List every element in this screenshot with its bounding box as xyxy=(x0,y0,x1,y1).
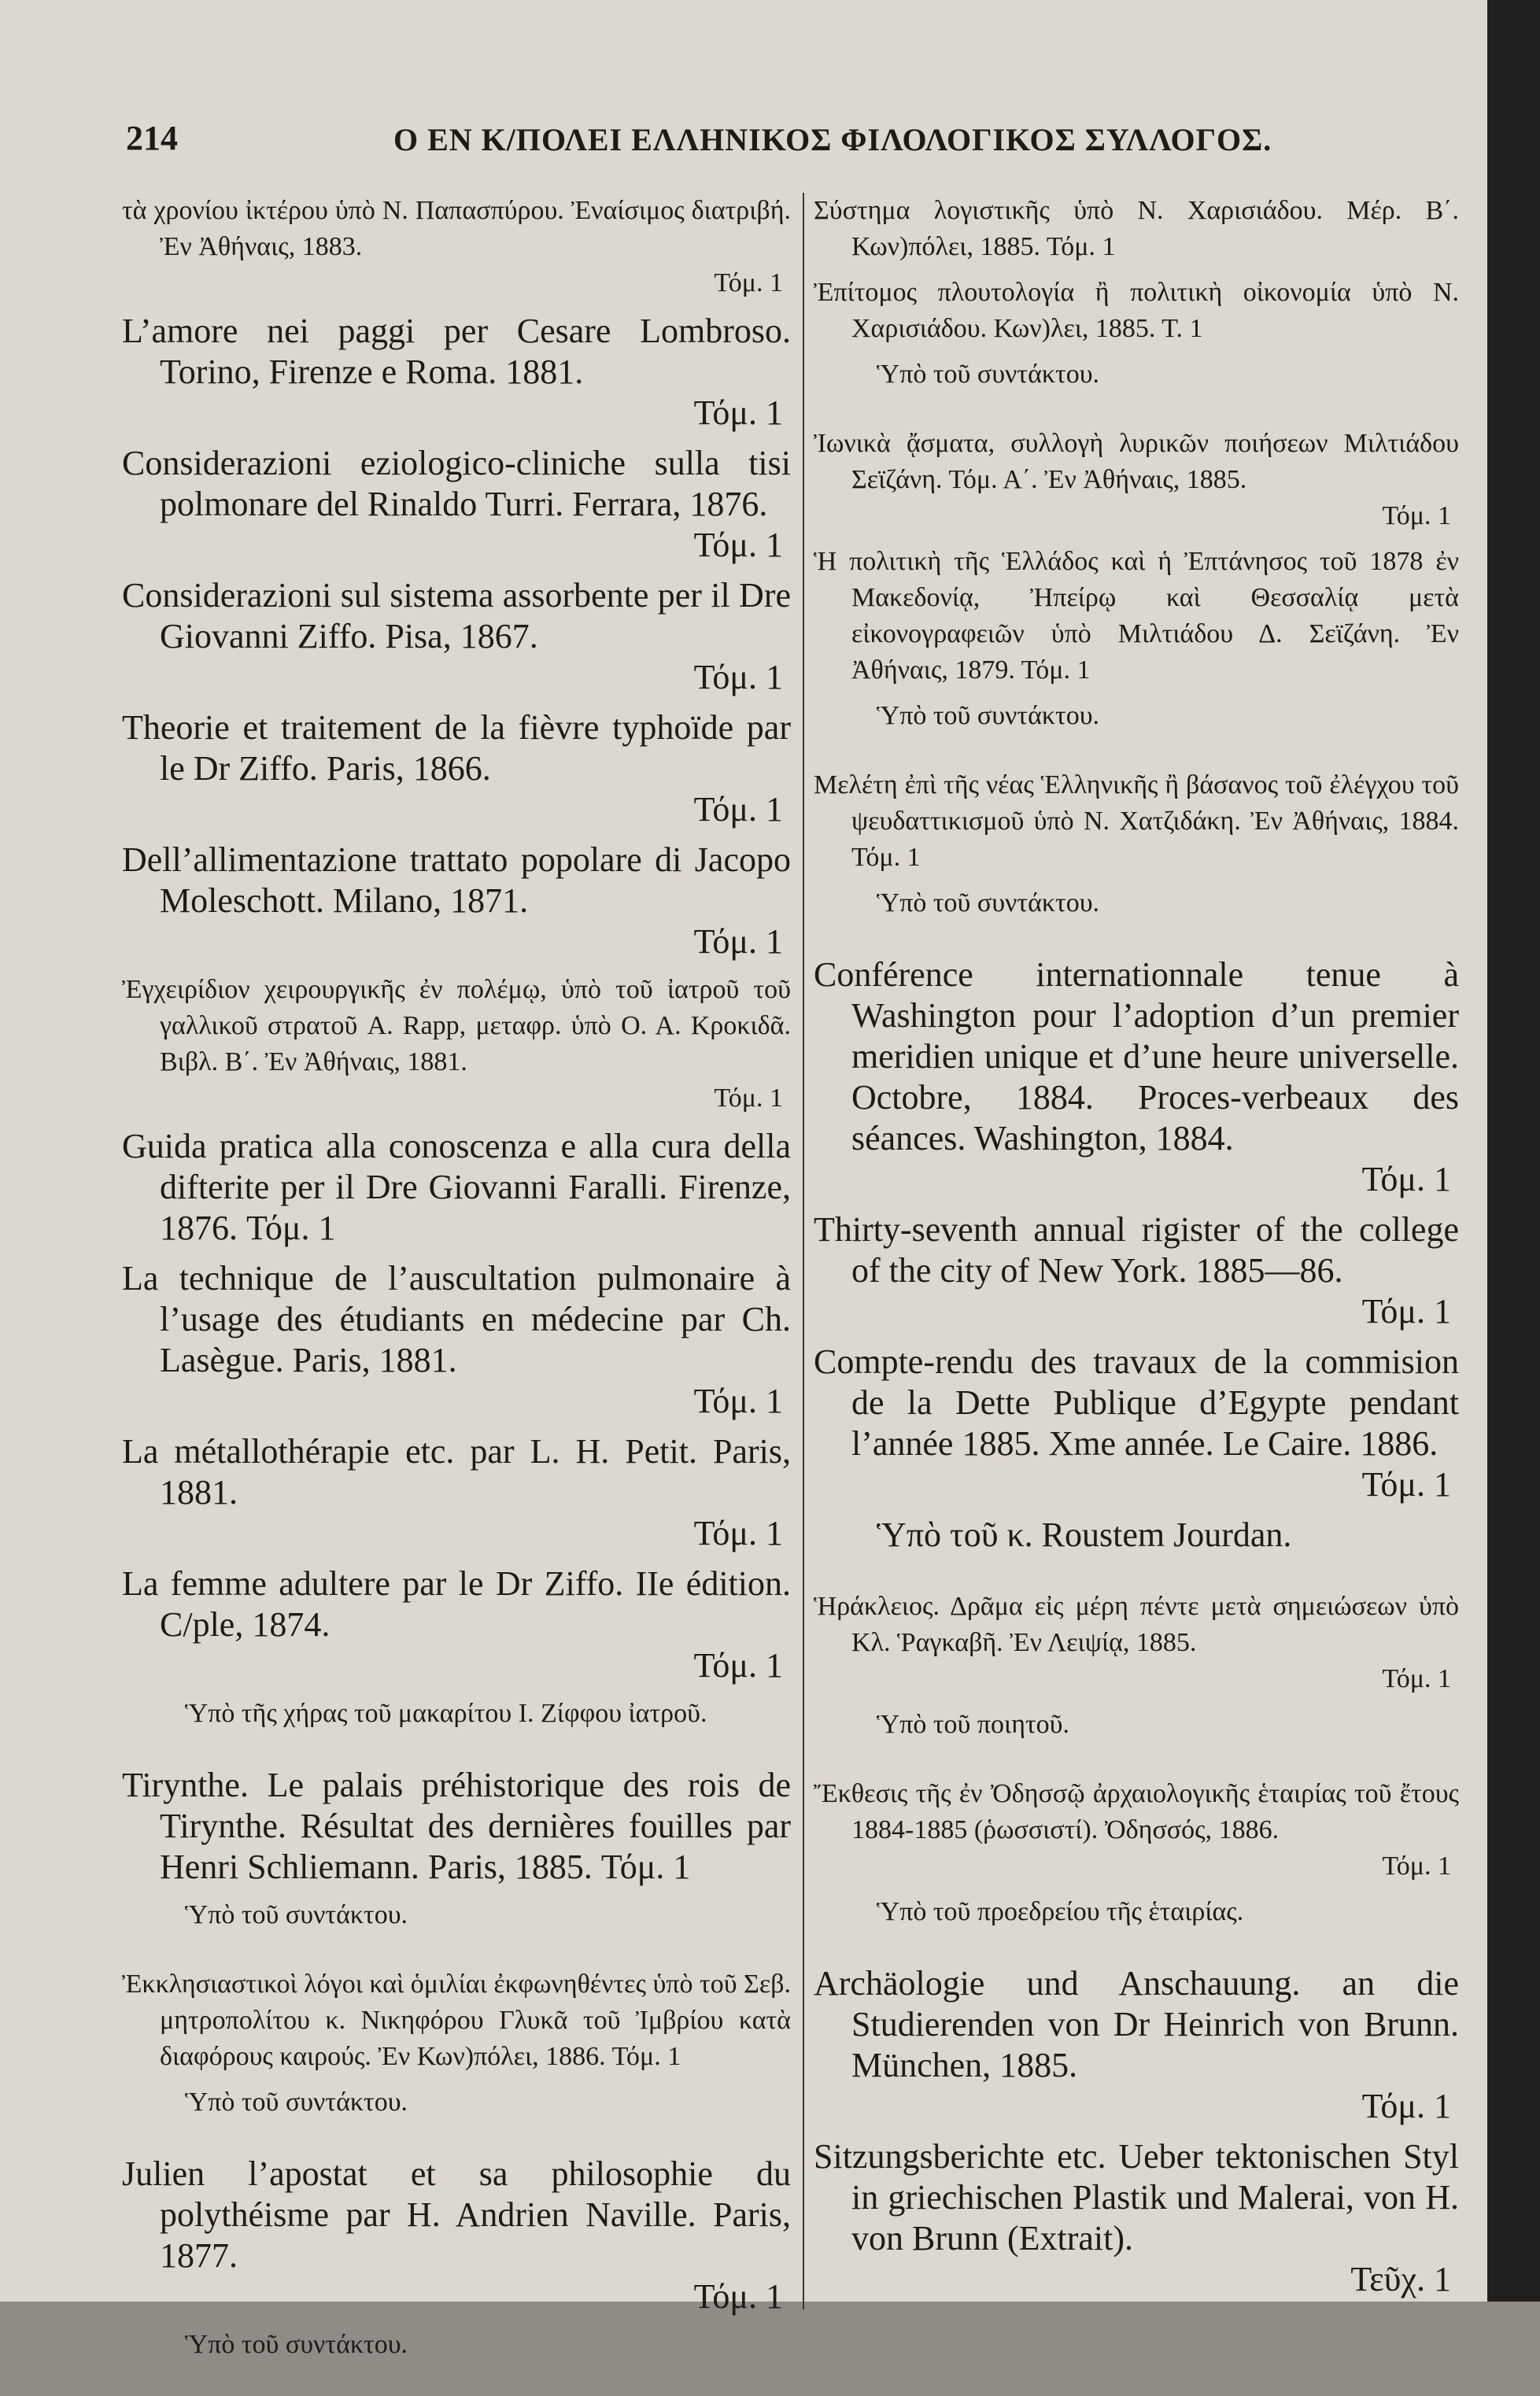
donor-text: Ὑπὸ τοῦ συντάκτου. xyxy=(185,2330,408,2359)
entry-title: Conférence internationnale tenue à Washington pour l’adoption d’un premier meridien unique et d’une heure universelle. Octobre, 1884. Proces-verbeaux des séances. Washington, 1884. xyxy=(814,955,1459,1157)
volume-count: Τόμ. 1 xyxy=(693,2277,783,2316)
donor-text: Ὑπὸ τοῦ συντάκτου. xyxy=(877,701,1100,730)
catalog-entry xyxy=(122,443,791,566)
catalog-entry xyxy=(122,1431,791,1554)
volume-count: Τόμ. 1 xyxy=(693,658,783,696)
catalog-entry xyxy=(122,972,791,1117)
catalog-entry xyxy=(814,275,1459,347)
volume-count: Τεῦχ. 1 xyxy=(1350,2260,1451,2298)
volume-count: Τόμ. 1 xyxy=(1361,2087,1451,2125)
volume-count: Τόμ. 1 xyxy=(1361,1160,1451,1198)
catalog-entry xyxy=(122,707,791,830)
entry-gap xyxy=(122,1943,791,1966)
donor-note xyxy=(814,1894,1459,1930)
entry-gap xyxy=(122,2130,791,2154)
left-column xyxy=(122,193,791,2396)
entry-title: Archäologie und Anschauung. an die Studierenden von Dr Heinrich von Brunn. München, 1885. xyxy=(814,1964,1459,2084)
entry-title: τὰ χρονίου ἰκτέρου ὑπὸ Ν. Παπασπύρου. Ἐναίσιμος διατριβή. Ἐν Ἀθήναις, 1883. xyxy=(122,196,791,261)
catalog-entry xyxy=(122,311,791,434)
entry-title: Μελέτη ἐπὶ τῆς νέας Ἑλληνικῆς ἢ βάσανος τοῦ ἐλέγχου τοῦ ψευδαττικισμοῦ ὑπὸ Ν. Χατζιδάκη. Ἐν Ἀθήναις, 1884. Τόμ. 1 xyxy=(814,770,1459,872)
catalog-entry xyxy=(814,954,1459,1200)
donor-text: Ὑπὸ τοῦ συντάκτου. xyxy=(185,2088,408,2117)
catalog-entry xyxy=(814,1589,1459,1697)
entry-title: Ἡράκλειος. Δρᾶμα εἰς μέρη πέντε μετὰ σημειώσεων ὑπὸ Κλ. Ῥαγκαβῆ. Ἐν Λειψίᾳ, 1885. xyxy=(814,1592,1459,1657)
catalog-entry xyxy=(122,1126,791,1249)
donor-note xyxy=(814,698,1459,734)
entry-title: La femme adultere par le Dr Ziffo. IIe édition. C/ple, 1874. xyxy=(122,1564,791,1644)
catalog-entry xyxy=(122,840,791,962)
volume-count: Τόμ. 1 xyxy=(1382,501,1451,530)
entry-gap xyxy=(122,2372,791,2396)
catalog-entry xyxy=(122,1563,791,1686)
catalog-entry xyxy=(122,1258,791,1422)
entry-gap xyxy=(814,1565,1459,1589)
volume-count: Τόμ. 1 xyxy=(693,1382,783,1420)
entry-gap xyxy=(814,1940,1459,1963)
entry-title: Ἐγχειρίδιον χειρουργικῆς ἐν πολέμῳ, ὑπὸ τοῦ ἰατροῦ τοῦ γαλλικοῦ στρατοῦ A. Rapp, μεταφρ. ὑπὸ Ο. Α. Κροκιδᾶ. Βιβλ. Β΄. Ἐν Ἀθήναις, 1881. xyxy=(122,975,791,1076)
catalog-entry xyxy=(814,193,1459,265)
volume-count: Τόμ. 1 xyxy=(1361,1465,1451,1504)
catalog-entry xyxy=(814,426,1459,534)
entry-title: Ἡ πολιτικὴ τῆς Ἑλλάδος καὶ ἡ Ἐπτάνησος τοῦ 1878 ἐν Μακεδονίᾳ, Ἠπείρῳ καὶ Θεσσαλίᾳ μετὰ εἰκονογραφειῶν ὑπὸ Μιλτιάδου Δ. Σεϊζάνη. Ἐν Ἀθήναις, 1879. Τόμ. 1 xyxy=(814,547,1459,685)
entry-title: Ἔκθεσις τῆς ἐν Ὀδησσῷ ἀρχαιολογικῆς ἑταιρίας τοῦ ἔτους 1884-1885 (ῥωσσιστί). Ὀδησσός, 1886. xyxy=(814,1779,1459,1844)
donor-text: Ὑπὸ τοῦ συντάκτου. xyxy=(877,360,1100,389)
entry-gap xyxy=(122,1741,791,1765)
volume-count: Τόμ. 1 xyxy=(693,790,783,829)
volume-count: Τόμ. 1 xyxy=(693,526,783,564)
volume-count: Τόμ. 1 xyxy=(714,1084,783,1113)
donor-note xyxy=(814,885,1459,921)
catalog-entry xyxy=(122,1966,791,2075)
entry-title: La technique de l’auscultation pulmonaire à l’usage des étudiants en médecine par Ch. Lasègue. Paris, 1881. xyxy=(122,1259,791,1379)
right-column xyxy=(803,193,1459,2309)
entry-title: Dell’allimentazione trattato popolare di Jacopo Moleschott. Milano, 1871. xyxy=(122,840,791,920)
entry-gap xyxy=(814,1752,1459,1776)
entry-title: Compte-rendu des travaux de la commision de la Dette Publique d’Egypte pendant l’année 1885. Xme année. Le Caire. 1886. xyxy=(814,1342,1459,1463)
catalog-entry xyxy=(122,193,791,301)
catalog-entry xyxy=(122,575,791,698)
entry-title: Σύστημα λογιστικῆς ὑπὸ Ν. Χαρισιάδου. Μέρ. Β΄. Κων)πόλει, 1885. Τόμ. 1 xyxy=(814,196,1459,261)
donor-note xyxy=(814,1515,1459,1556)
donor-text: Ὑπὸ τοῦ κ. Roustem Jourdan. xyxy=(877,1515,1292,1554)
volume-count: Τόμ. 1 xyxy=(693,922,783,961)
donor-text: Ὑπὸ τοῦ ποιητοῦ. xyxy=(877,1710,1069,1739)
entry-gap xyxy=(814,744,1459,767)
entry-title: Thirty-seventh annual rigister of the college of the city of New York. 1885—86. xyxy=(814,1210,1459,1290)
entry-gap xyxy=(814,402,1459,426)
donor-note xyxy=(814,1707,1459,1743)
page-header xyxy=(118,118,1456,165)
catalog-entry xyxy=(814,1963,1459,2127)
entry-title: Julien l’apostat et sa philosophie du polythéisme par H. Andrien Naville. Paris, 1877. xyxy=(122,2154,791,2275)
volume-count: Τόμ. 1 xyxy=(693,1646,783,1685)
donor-note xyxy=(122,2327,791,2363)
donor-text: Ὑπὸ τοῦ προεδρείου τῆς ἑταιρίας. xyxy=(877,1897,1244,1926)
entry-gap xyxy=(814,931,1459,954)
entry-title: Guida pratica alla conoscenza e alla cura della difterite per il Dre Giovanni Faralli. Firenze, 1876. Τόμ. 1 xyxy=(122,1127,791,1247)
volume-count: Τόμ. 1 xyxy=(693,1514,783,1552)
catalog-entry xyxy=(814,1209,1459,1332)
page-number: 214 xyxy=(126,119,178,157)
book-gutter xyxy=(1487,0,1540,2302)
running-title: Ο ΕΝ Κ/ΠΟΛΕΙ ΕΛΛΗΝΙΚΟΣ ΦΙΛΟΛΟΓΙΚΟΣ ΣΥΛΛΟΓΟΣ. xyxy=(393,122,1272,157)
volume-count: Τόμ. 1 xyxy=(1382,1664,1451,1693)
entry-title: Theorie et traitement de la fièvre typhoïde par le Dr Ziffo. Paris, 1866. xyxy=(122,708,791,788)
catalog-entry xyxy=(814,2136,1459,2300)
catalog-entry xyxy=(814,544,1459,689)
donor-note xyxy=(122,1696,791,1732)
volume-count: Τόμ. 1 xyxy=(1382,1851,1451,1881)
entry-title: Sitzungsberichte etc. Ueber tektonischen Styl in griechischen Plastik und Malerai, von H. von Brunn (Extrait). xyxy=(814,2137,1459,2258)
entry-title: La métallothérapie etc. par L. H. Petit. Paris, 1881. xyxy=(122,1432,791,1512)
volume-count: Τόμ. 1 xyxy=(1361,1292,1451,1331)
catalog-entry xyxy=(814,767,1459,876)
entry-title: L’amore nei paggi per Cesare Lombroso. Torino, Firenze e Roma. 1881. xyxy=(122,312,791,391)
volume-count: Τόμ. 1 xyxy=(714,268,783,297)
donor-text: Ὑπὸ τοῦ συντάκτου. xyxy=(185,1900,408,1929)
catalog-entry xyxy=(814,1342,1459,1505)
donor-note xyxy=(814,356,1459,393)
volume-count: Τόμ. 1 xyxy=(693,393,783,432)
entry-title: Considerazioni eziologico-cliniche sulla tisi polmonare del Rinaldo Turri. Ferrara, 1876. xyxy=(122,444,791,523)
catalog-entry xyxy=(814,1776,1459,1885)
catalog-entry xyxy=(122,2154,791,2317)
entry-title: Ἐκκλησιαστικοὶ λόγοι καὶ ὁμιλίαι ἐκφωνηθέντες ὑπὸ τοῦ Σεβ. μητροπολίτου κ. Νικηφόρου Γλυκᾶ τοῦ Ἰμβρίου κατὰ διαφόρους καιρούς. Ἐν Κων)πόλει, 1886. Τόμ. 1 xyxy=(122,1970,791,2071)
entry-title: Considerazioni sul sistema assorbente per il Dre Giovanni Ziffo. Pisa, 1867. xyxy=(122,576,791,655)
entry-title: Tirynthe. Le palais préhistorique des rois de Tirynthe. Résultat des dernières fouilles par Henri Schliemann. Paris, 1885. Τόμ. 1 xyxy=(122,1766,791,1886)
donor-note xyxy=(122,1897,791,1933)
entry-title: Ἐπίτομος πλουτολογία ἢ πολιτικὴ οἰκονομία ὑπὸ Ν. Χαρισιάδου. Κων)λει, 1885. Τ. 1 xyxy=(814,278,1459,343)
donor-note xyxy=(122,2084,791,2121)
catalog-entry xyxy=(122,1765,791,1888)
donor-text: Ὑπὸ τοῦ συντάκτου. xyxy=(877,888,1100,917)
donor-text: Ὑπὸ τῆς χήρας τοῦ μακαρίτου I. Ζίφφου ἰατροῦ. xyxy=(185,1699,707,1728)
entry-title: Ἰωνικὰ ᾄσματα, συλλογὴ λυρικῶν ποιήσεων Μιλτιάδου Σεϊζάνη. Τόμ. Α΄. Ἐν Ἀθήναις, 1885. xyxy=(814,429,1459,494)
